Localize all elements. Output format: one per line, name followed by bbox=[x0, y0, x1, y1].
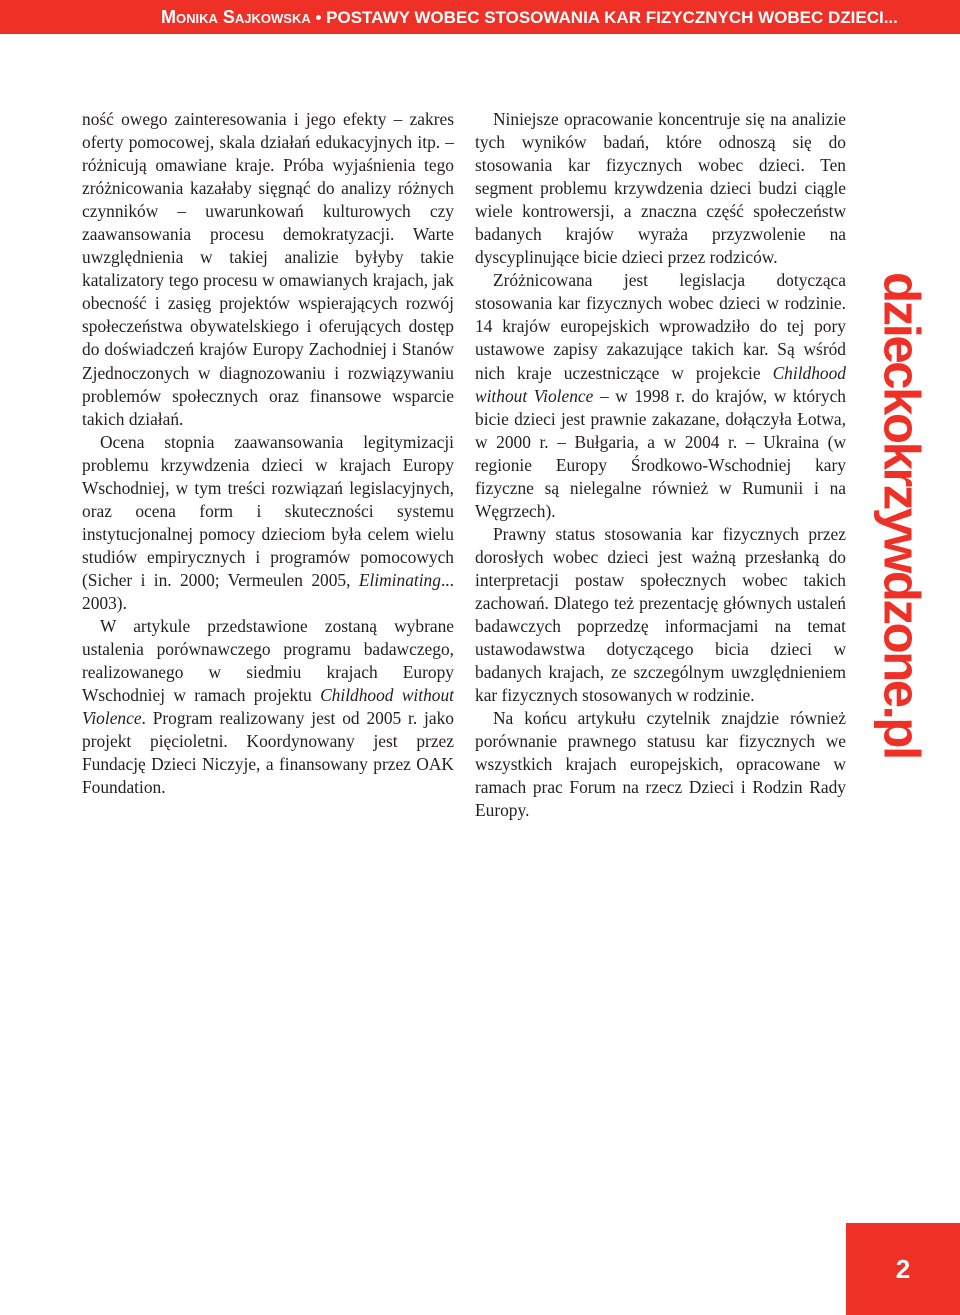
text-column-right bbox=[475, 108, 846, 822]
paragraph-right-1: Niniejsze opracowanie koncentruje się na analizie tych wyników badań, które odnoszą się do stosowania kar fizycznych wobec dzieci. Ten segment problemu krzywdzenia dzieci budzi ciągle wiele kontrowersji, a znaczna część społeczeństw badanych krajów wyraża przyzwolenie na dyscyplinujące bicie dzieci przez rodziców. bbox=[475, 109, 846, 268]
paragraph-right-2 bbox=[475, 269, 846, 523]
running-header bbox=[0, 0, 960, 34]
paragraph-right-2-part-b: – w 1998 r. do krajów, w których bicie dzieci jest prawnie zakazane, dołączyła Łotwa, w 2000 r. – Bułgaria, a w 2004 r. – Ukraina (w regionie Europy Środkowo-Wschodniej kary fizyczne są nielegalne również w Rumunii i na Węgrzech). bbox=[475, 385, 847, 521]
header-author: Monika Sajkowska bbox=[161, 7, 311, 27]
paragraph-left-2-part-b: ... 2003). bbox=[82, 569, 454, 613]
paragraph-left-2 bbox=[82, 431, 454, 615]
paragraph-right-3: Prawny status stosowania kar fizycznych przez dorosłych wobec dzieci jest ważną przesłanką do interpretacji postaw społecznych wobec takich zachowań. Dlatego też prezentację głównych ustaleń badawczych poprzedzę informacjami na temat ustawodawstwa dotyczącego bicia dzieci w badanych krajach, ze szczególnym uwzględnieniem kar fizycznych stosowanych w rodzinie. bbox=[475, 523, 846, 706]
sidebar-site-name-text: dzieckokrzywdzone.pl bbox=[873, 272, 931, 758]
paragraph-left-2-part-a: Ocena stopnia zaawansowania legitymizacji problemu krzywdzenia dzieci w krajach Europy Wschodniej, w tym treści rozwiązań legislacyjnych, oraz ocena form i skuteczności systemu instytucjonalnej pomocy dzieciom była celem wielu studiów empirycznych i programów pomocowych (Sicher i in. 2000; Vermeulen 2005, bbox=[82, 431, 454, 590]
header-title: POSTAWY WOBEC STOSOWANIA KAR FIZYCZNYCH WOBEC DZIECI... bbox=[326, 8, 898, 27]
paragraph-left-3-part-a: W artykule przedstawione zostaną wybrane ustalenia porównawczego programu badawczego, realizowanego w siedmiu krajach Europy Wschodniej w ramach projektu bbox=[82, 616, 454, 706]
page-number: 2 bbox=[895, 1253, 911, 1284]
paragraph-left-2-italic: Eliminating bbox=[358, 569, 441, 590]
text-column-left bbox=[82, 108, 454, 799]
sidebar-site-name bbox=[868, 195, 936, 835]
paragraph-right-2-italic: Childhood without Violence bbox=[475, 362, 846, 406]
paragraph-left-3-italic: Childhood without Violence bbox=[82, 685, 455, 729]
paragraph-right-2-part-a: Zróżnicowana jest legislacja dotycząca stosowania kar fizycznych wobec dzieci w rodzinie. 14 krajów europejskich wprowadziło do tej pory ustawowe zapisy zakazujące takich kar. Są wśród nich kraje uczestniczące w projekcie bbox=[475, 270, 846, 383]
running-header-text bbox=[161, 0, 898, 35]
paragraph-left-1: ność owego zainteresowania i jego efekty – zakres oferty pomocowej, skala działań edukacyjnych itp. – różnicują omawiane kraje. Próba wyjaśnienia tego zróżnicowania kazałaby sięgnąć do analizy różnych czynników – uwarunkowań kulturowych czy zaawansowania procesu demokratyzacji. Warte uwzględnienia w takiej analizie byłyby takie katalizatory tego procesu w omawianych krajach, jak obecność i zasięg projektów wspierających rozwój społeczeństwa obywatelskiego i oferujących dostęp do doświadczeń krajów Europy Zachodniej i Stanów Zjednoczonych w diagnozowaniu i rozwiązywaniu problemów społecznych oraz finansowe wsparcie takich działań. bbox=[82, 109, 454, 429]
paragraph-left-3 bbox=[82, 615, 454, 799]
page-number-box bbox=[846, 1223, 960, 1315]
paragraph-right-4: Na końcu artykułu czytelnik znajdzie również porównanie prawnego statusu kar fizycznych we wszystkich krajach europejskich, opracowane w ramach prac Forum na rzecz Dzieci i Rodzin Rady Europy. bbox=[475, 708, 846, 821]
header-bullet: • bbox=[315, 8, 322, 27]
paragraph-left-3-part-b: . Program realizowany jest od 2005 r. jako projekt pięcioletni. Koordynowany jest przez Fundację Dzieci Niczyje, a finansowany przez OAK Foundation. bbox=[82, 708, 454, 798]
